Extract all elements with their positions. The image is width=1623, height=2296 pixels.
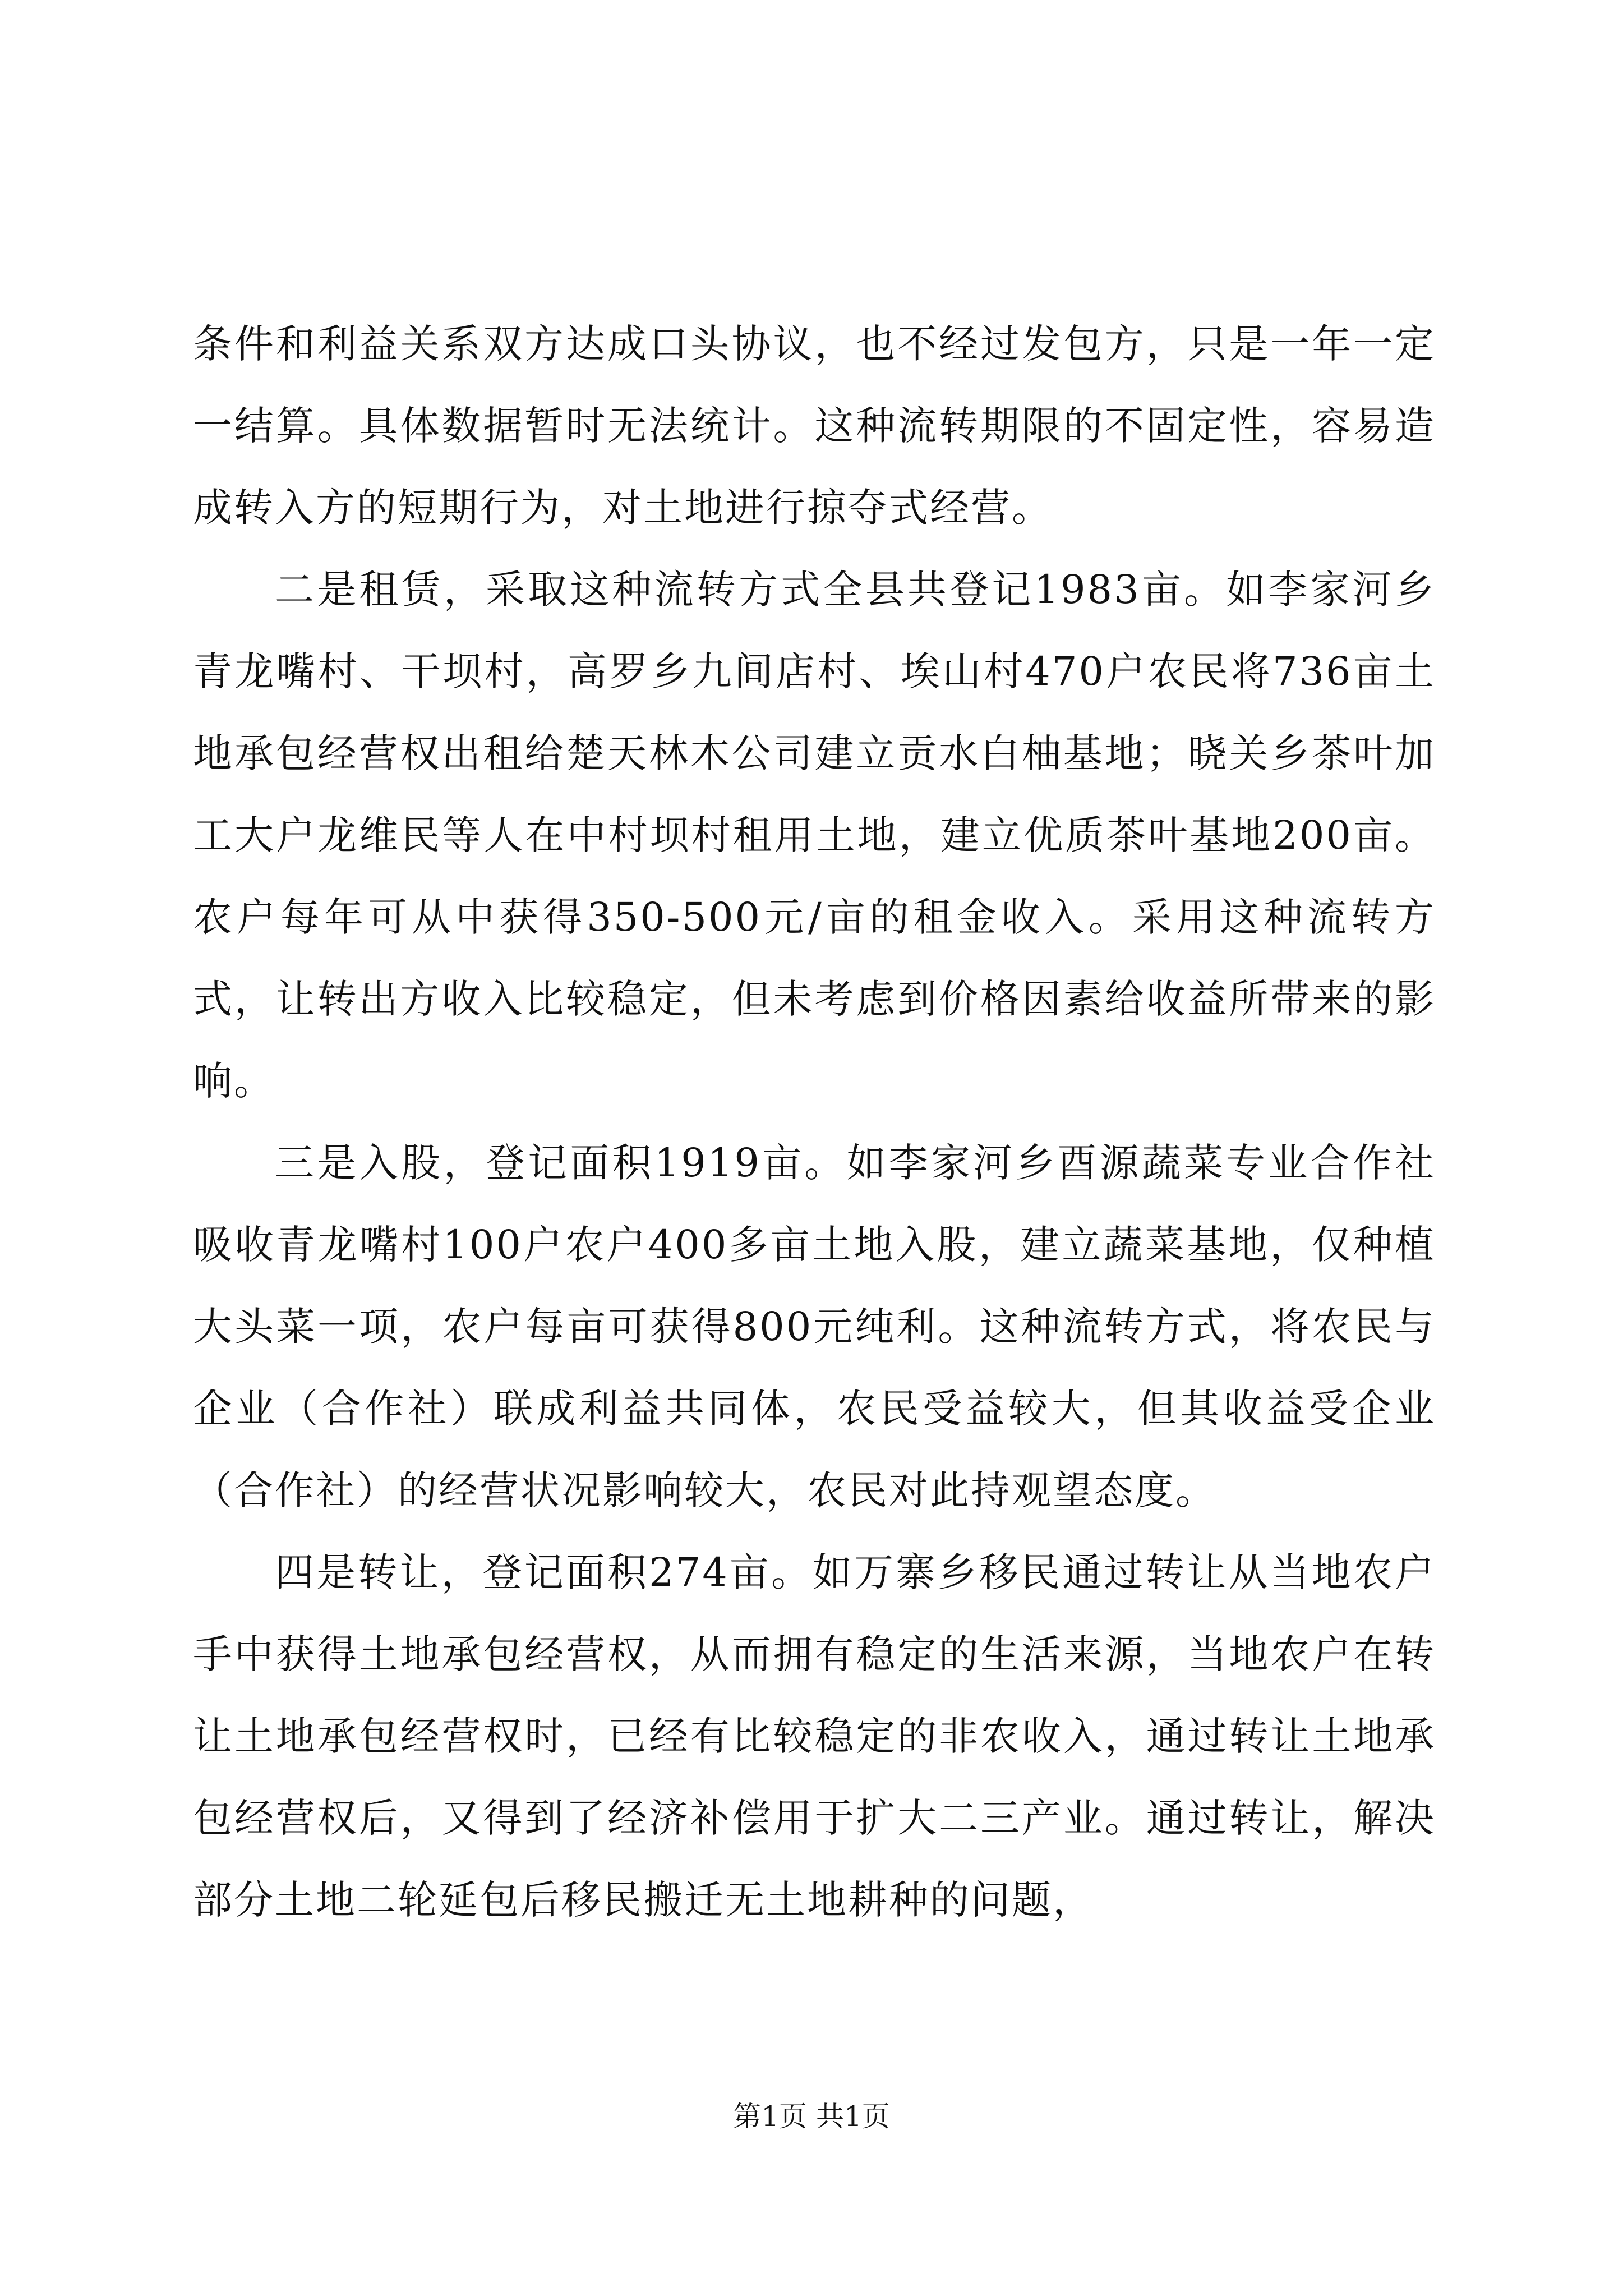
document-body bbox=[193, 303, 1436, 1941]
page-number-footer: 第1页 共1页 bbox=[733, 2100, 890, 2133]
paragraph-lease: 二是租赁，采取这种流转方式全县共登记1983亩。如李家河乡青龙嘴村、干坝村，高罗乡九间店村、埃山村470户农民将736亩土地承包经营权出租给楚天林木公司建立贡水白柚基地；晓关乡茶叶加工大户龙维民等人在中村坝村租用土地，建立优质茶叶基地200亩。农户每年可从中获得350-500元/亩的租金收入。采用这种流转方式，让转出方收入比较稳定，但未考虑到价格因素给收益所带来的影响。 bbox=[193, 567, 1436, 1104]
paragraph-transfer: 四是转让，登记面积274亩。如万寨乡移民通过转让从当地农户手中获得土地承包经营权，从而拥有稳定的生活来源，当地农户在转让土地承包经营权时，已经有比较稳定的非农收入，通过转让土地承包经营权后，又得到了经济补偿用于扩大二三产业。通过转让，解决部分土地二轮延包后移民搬迁无土地耕种的问题， bbox=[193, 1549, 1436, 1923]
paragraph-shares: 三是入股，登记面积1919亩。如李家河乡酉源蔬菜专业合作社吸收青龙嘴村100户农户400多亩土地入股，建立蔬菜基地，仅种植大头菜一项，农户每亩可获得800元纯利。这种流转方式，将农民与企业（合作社）联成利益共同体，农民受益较大，但其收益受企业（合作社）的经营状况影响较大，农民对此持观望态度。 bbox=[193, 1140, 1436, 1513]
paragraph-continuation: 条件和利益关系双方达成口头协议，也不经过发包方，只是一年一定一结算。具体数据暂时无法统计。这种流转期限的不固定性，容易造成转入方的短期行为，对土地进行掠夺式经营。 bbox=[193, 321, 1436, 531]
